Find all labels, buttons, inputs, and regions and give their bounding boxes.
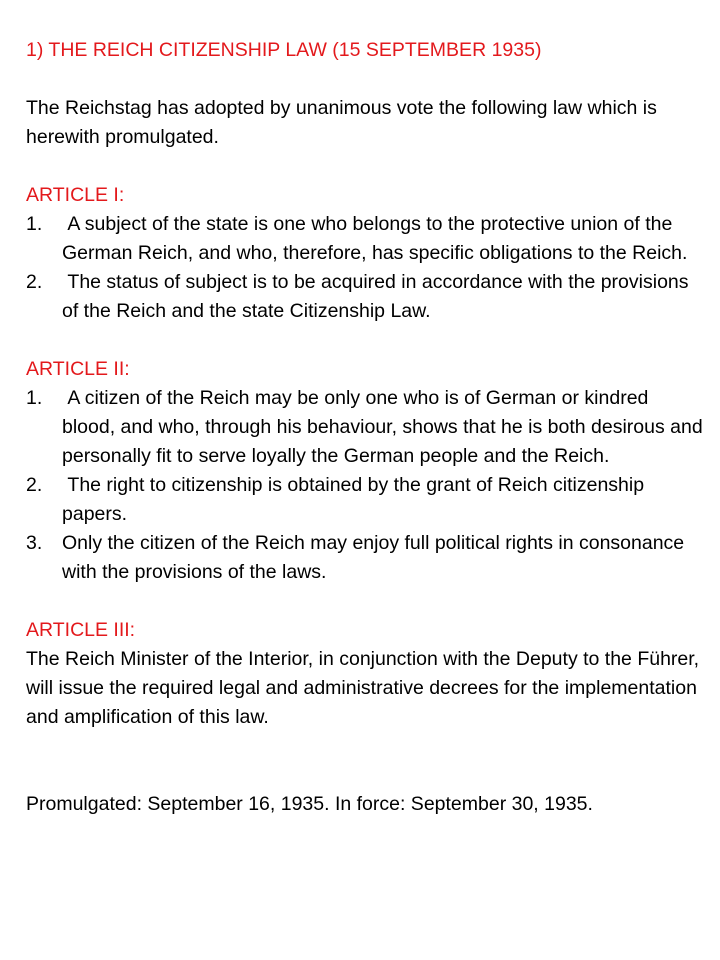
item-number: 2.: [26, 271, 43, 293]
spacer: [26, 326, 706, 355]
item-number: 1.: [26, 387, 43, 409]
article-1-item: [26, 268, 706, 326]
document-title: 1) THE REICH CITIZENSHIP LAW (15 SEPTEMBER 1935): [26, 39, 542, 61]
spacer: [26, 152, 706, 181]
item-number: 1.: [26, 213, 43, 235]
item-number: 2.: [26, 474, 43, 496]
item-text: The right to citizenship is obtained by the grant of Reich citizenship papers.: [62, 474, 645, 525]
spacer: [26, 732, 706, 790]
item-text: The status of subject is to be acquired in accordance with the provisions of the Reich and the state Citizenship Law.: [62, 271, 689, 322]
article-1-item: [26, 210, 706, 268]
document-page: [26, 36, 706, 819]
article-2-item: [26, 529, 706, 587]
article-2-list: [26, 384, 706, 587]
article-1-list: [26, 210, 706, 326]
article-3-text: The Reich Minister of the Interior, in conjunction with the Deputy to the Führer, will issue the required legal and administrative decrees for the implementation and amplification of this law.: [26, 648, 700, 728]
article-3-heading: ARTICLE III:: [26, 619, 136, 641]
article-2-item: [26, 384, 706, 471]
spacer: [26, 65, 706, 94]
item-number: 3.: [26, 532, 43, 554]
item-text: A subject of the state is one who belongs to the protective union of the German Reich, and who, therefore, has specific obligations to the Reich.: [62, 213, 688, 264]
promulgation-footer: Promulgated: September 16, 1935. In force: September 30, 1935.: [26, 793, 593, 815]
item-text: Only the citizen of the Reich may enjoy full political rights in consonance with the provisions of the laws.: [62, 532, 685, 583]
article-1-heading: ARTICLE I:: [26, 184, 125, 206]
intro-paragraph: The Reichstag has adopted by unanimous vote the following law which is herewith promulgated.: [26, 97, 657, 148]
spacer: [26, 587, 706, 616]
article-2-item: [26, 471, 706, 529]
item-text: A citizen of the Reich may be only one who is of German or kindred blood, and who, through his behaviour, shows that he is both desirous and personally fit to serve loyally the German people and the Reich.: [62, 387, 703, 467]
article-2-heading: ARTICLE II:: [26, 358, 130, 380]
